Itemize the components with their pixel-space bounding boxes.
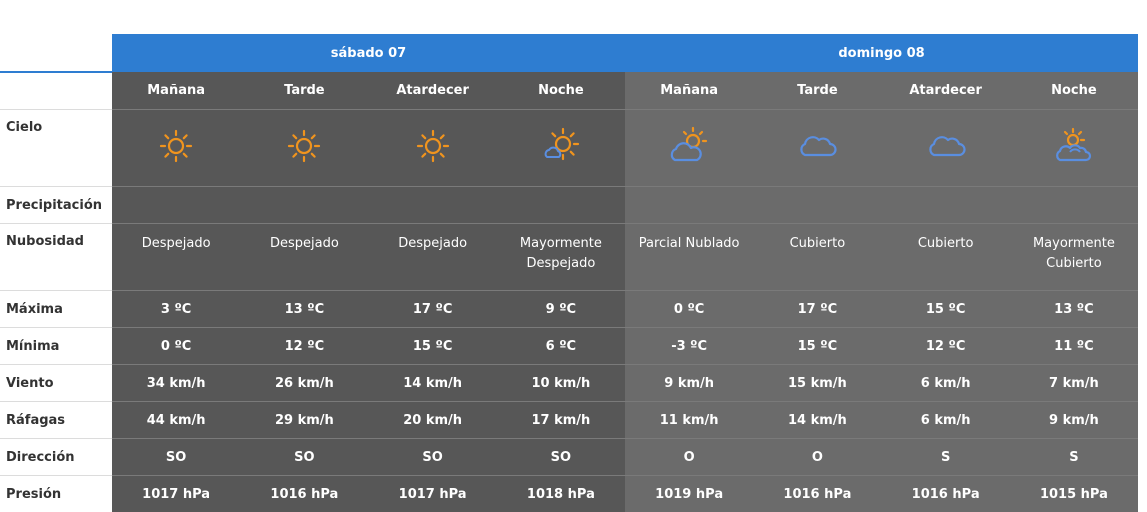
precip-cell: [753, 187, 881, 224]
row-label-cielo: Cielo: [0, 110, 112, 187]
rafagas-cell: 14 km/h: [753, 402, 881, 439]
precip-cell: [625, 187, 753, 224]
cloud-icon: [795, 126, 839, 166]
sky-cell: [753, 110, 881, 187]
viento-cell: 6 km/h: [882, 365, 1010, 402]
minima-cell: 12 ºC: [882, 328, 1010, 365]
direccion-cell: O: [753, 439, 881, 476]
direccion-cell: SO: [112, 439, 240, 476]
precip-cell: [1010, 187, 1138, 224]
direccion-cell: SO: [369, 439, 497, 476]
nubosidad-cell: [753, 224, 881, 291]
maxima-cell: 13 ºC: [240, 291, 368, 328]
corner-cell: [0, 72, 112, 110]
maxima-cell: 0 ºC: [625, 291, 753, 328]
direccion-cell: SO: [240, 439, 368, 476]
sky-cell: [240, 110, 368, 187]
nubosidad-line: Despejado: [369, 234, 497, 254]
nubosidad-line: Mayormente: [497, 234, 625, 254]
period-header: Atardecer: [882, 72, 1010, 110]
sun-icon: [282, 126, 326, 166]
sky-cell: [369, 110, 497, 187]
precip-cell: [240, 187, 368, 224]
forecast-table: [0, 34, 1138, 512]
nubosidad-cell: [625, 224, 753, 291]
period-header: Tarde: [240, 72, 368, 110]
nubosidad-cell: [882, 224, 1010, 291]
direccion-cell: SO: [497, 439, 625, 476]
minima-cell: 11 ºC: [1010, 328, 1138, 365]
day-header-row: [0, 34, 1138, 72]
sky-cell: [112, 110, 240, 187]
row-precipitacion: [0, 187, 1138, 224]
row-label-rafagas: Ráfagas: [0, 402, 112, 439]
nubosidad-line: Cubierto: [1010, 254, 1138, 274]
period-header: Atardecer: [369, 72, 497, 110]
sun-cloud-small-icon: [539, 126, 583, 166]
row-label-direccion: Dirección: [0, 439, 112, 476]
rafagas-cell: 11 km/h: [625, 402, 753, 439]
rafagas-cell: 6 km/h: [882, 402, 1010, 439]
nubosidad-cell: [1010, 224, 1138, 291]
period-header: Mañana: [112, 72, 240, 110]
viento-cell: 7 km/h: [1010, 365, 1138, 402]
direccion-cell: S: [1010, 439, 1138, 476]
cloud-icon: [924, 126, 968, 166]
row-maxima: [0, 291, 1138, 328]
minima-cell: 12 ºC: [240, 328, 368, 365]
rafagas-cell: 17 km/h: [497, 402, 625, 439]
minima-cell: 15 ºC: [753, 328, 881, 365]
viento-cell: 14 km/h: [369, 365, 497, 402]
maxima-cell: 3 ºC: [112, 291, 240, 328]
row-label-presion: Presión: [0, 476, 112, 512]
presion-cell: 1017 hPa: [112, 476, 240, 512]
row-minima: [0, 328, 1138, 365]
presion-cell: 1016 hPa: [753, 476, 881, 512]
rafagas-cell: 29 km/h: [240, 402, 368, 439]
row-direccion: [0, 439, 1138, 476]
presion-cell: 1017 hPa: [369, 476, 497, 512]
direccion-cell: O: [625, 439, 753, 476]
day-header-sunday: domingo 08: [625, 34, 1138, 72]
sky-cell: [1010, 110, 1138, 187]
forecast-table-wrapper: [0, 34, 1138, 512]
nubosidad-line: Mayormente: [1010, 234, 1138, 254]
nubosidad-line: Parcial Nublado: [625, 234, 753, 254]
period-header: Noche: [497, 72, 625, 110]
precip-cell: [497, 187, 625, 224]
sky-cell: [625, 110, 753, 187]
sun-cloud-icon: [667, 126, 711, 166]
rafagas-cell: 20 km/h: [369, 402, 497, 439]
nubosidad-cell: [112, 224, 240, 291]
precip-cell: [882, 187, 1010, 224]
maxima-cell: 17 ºC: [369, 291, 497, 328]
nubosidad-cell: [497, 224, 625, 291]
row-label-minima: Mínima: [0, 328, 112, 365]
nubosidad-line: Despejado: [112, 234, 240, 254]
precip-cell: [369, 187, 497, 224]
presion-cell: 1019 hPa: [625, 476, 753, 512]
row-label-precipitacion: Precipitación: [0, 187, 112, 224]
row-label-maxima: Máxima: [0, 291, 112, 328]
presion-cell: 1015 hPa: [1010, 476, 1138, 512]
sky-cell: [497, 110, 625, 187]
rafagas-cell: 9 km/h: [1010, 402, 1138, 439]
nubosidad-line: Despejado: [497, 254, 625, 274]
maxima-cell: 15 ºC: [882, 291, 1010, 328]
nubosidad-line: Despejado: [240, 234, 368, 254]
cloud-sun-icon: [1052, 126, 1096, 166]
minima-cell: -3 ºC: [625, 328, 753, 365]
maxima-cell: 17 ºC: [753, 291, 881, 328]
direccion-cell: S: [882, 439, 1010, 476]
viento-cell: 34 km/h: [112, 365, 240, 402]
period-header: Noche: [1010, 72, 1138, 110]
row-viento: [0, 365, 1138, 402]
row-presion: [0, 476, 1138, 512]
minima-cell: 15 ºC: [369, 328, 497, 365]
maxima-cell: 13 ºC: [1010, 291, 1138, 328]
viento-cell: 15 km/h: [753, 365, 881, 402]
period-header: Mañana: [625, 72, 753, 110]
row-label-viento: Viento: [0, 365, 112, 402]
viento-cell: 26 km/h: [240, 365, 368, 402]
nubosidad-line: Cubierto: [882, 234, 1010, 254]
presion-cell: 1016 hPa: [240, 476, 368, 512]
nubosidad-cell: [369, 224, 497, 291]
row-cielo: [0, 110, 1138, 187]
row-nubosidad: [0, 224, 1138, 291]
minima-cell: 6 ºC: [497, 328, 625, 365]
row-label-nubosidad: Nubosidad: [0, 224, 112, 291]
precip-cell: [112, 187, 240, 224]
nubosidad-cell: [240, 224, 368, 291]
viento-cell: 9 km/h: [625, 365, 753, 402]
maxima-cell: 9 ºC: [497, 291, 625, 328]
rafagas-cell: 44 km/h: [112, 402, 240, 439]
period-header: Tarde: [753, 72, 881, 110]
corner-cell: [0, 34, 112, 72]
day-header-saturday: sábado 07: [112, 34, 625, 72]
nubosidad-line: Cubierto: [753, 234, 881, 254]
row-rafagas: [0, 402, 1138, 439]
sun-icon: [154, 126, 198, 166]
period-header-row: [0, 72, 1138, 110]
sky-cell: [882, 110, 1010, 187]
presion-cell: 1016 hPa: [882, 476, 1010, 512]
viento-cell: 10 km/h: [497, 365, 625, 402]
presion-cell: 1018 hPa: [497, 476, 625, 512]
minima-cell: 0 ºC: [112, 328, 240, 365]
sun-icon: [411, 126, 455, 166]
